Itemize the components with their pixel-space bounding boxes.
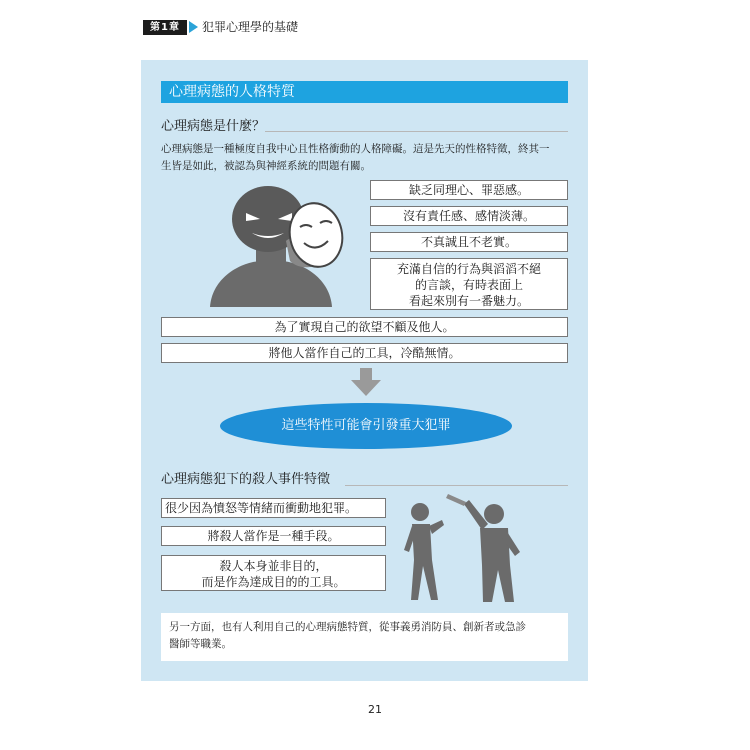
trait-box-responsibility: 沒有責任感、感情淡薄。 xyxy=(370,206,568,226)
murder-tool-line-2: 而是作為達成目的的工具。 xyxy=(201,575,346,589)
trait-charm-line-3: 看起來別有一番魅力。 xyxy=(408,294,529,308)
trait-box-tool: 將他人當作自己的工具，冷酷無情。 xyxy=(161,343,568,363)
murder-heading: 心理病態犯下的殺人事件特徵 xyxy=(161,472,331,487)
trait-box-charm xyxy=(370,258,568,310)
attack-illustration xyxy=(402,490,532,605)
murder-box-means: 將殺人當作是一種手段。 xyxy=(161,526,386,546)
chapter-title: 犯罪心理學的基礎 xyxy=(202,20,299,34)
murder-tool-line-1: 殺人本身並非目的， xyxy=(219,559,328,573)
murder-box-impulse: 很少因為憤怒等情緒而衝動地犯罪。 xyxy=(161,498,386,518)
murder-box-tool xyxy=(161,555,386,591)
trait-charm-line-2: 的言談，有時表面上 xyxy=(414,278,523,292)
page-number: 21 xyxy=(368,703,382,716)
note-line-1: 另一方面，也有人利用自己的心理病態特質，從事義勇消防員、創新者或急診 xyxy=(169,621,526,633)
down-arrow-icon xyxy=(351,368,381,396)
what-is-heading: 心理病態是什麼？ xyxy=(161,119,266,134)
section-title: 心理病態的人格特質 xyxy=(161,81,568,103)
definition-line-2: 生皆是如此，被認為與神經系統的問題有關。 xyxy=(161,160,371,172)
trait-charm-line-1: 充滿自信的行為與滔滔不絕 xyxy=(396,262,541,276)
murder-heading-divider xyxy=(345,485,568,486)
trait-box-sincerity: 不真誠且不老實。 xyxy=(370,232,568,252)
chapter-arrow-icon xyxy=(189,21,198,33)
note-box xyxy=(161,613,568,661)
conclusion-ellipse: 這些特性可能會引發重大犯罪 xyxy=(220,403,512,449)
trait-box-desire: 為了實現自己的欲望不顧及他人。 xyxy=(161,317,568,337)
note-line-2: 醫師等職業。 xyxy=(169,638,232,650)
chapter-badge: 第1章 xyxy=(143,20,187,35)
masked-person-illustration xyxy=(200,183,368,313)
trait-box-empathy: 缺乏同理心、罪惡感。 xyxy=(370,180,568,200)
heading-divider xyxy=(265,131,568,132)
definition-line-1: 心理病態是一種極度自我中心且性格衝動的人格障礙。這是先天的性格特徵，終其一 xyxy=(161,143,550,155)
